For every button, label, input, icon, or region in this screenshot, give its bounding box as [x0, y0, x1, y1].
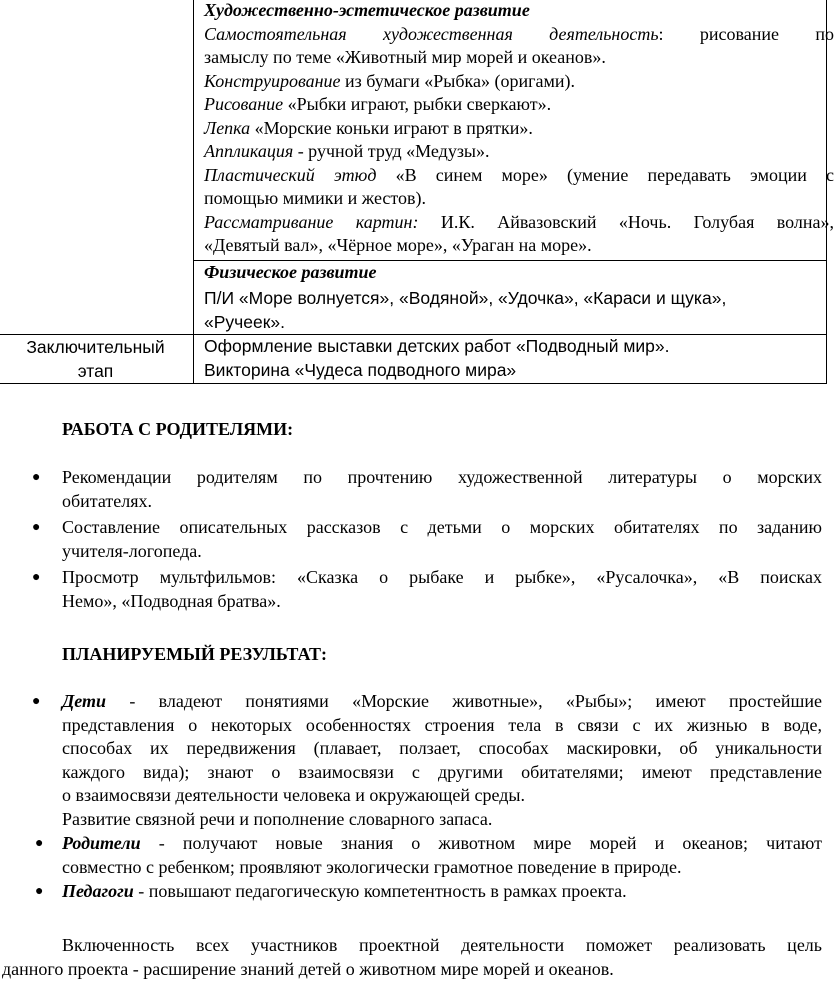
- art-line-4: Рисование «Рыбки играют, рыбки сверкают».: [204, 94, 552, 114]
- table-row-art: [0, 0, 827, 260]
- list-item-teachers: ● Педагоги - повышают педагогическую компетентность в рамках проекта.: [62, 880, 822, 904]
- art-line-1: Самостоятельная художественная деятельность: рисование по: [204, 23, 834, 44]
- bullet-icon: ●: [35, 884, 44, 899]
- stage-label-1: Заключительный: [26, 337, 165, 357]
- conclusion-line-2: данного проекта - расширение знаний детей о животном мире морей и океанов.: [2, 958, 614, 979]
- parents-list: [32, 466, 822, 613]
- final-line-1: Оформление выставки детских работ «Подводный мир».: [204, 336, 670, 356]
- parents-heading: РАБОТА С РОДИТЕЛЯМИ:: [62, 419, 294, 439]
- table-row-final: [0, 335, 827, 384]
- art-line-8: помощью мимики и жестов).: [204, 188, 427, 208]
- final-line-2: Викторина «Чудеса подводного мира»: [204, 359, 517, 380]
- list-item-parents: ● Родители - получают новые знания о животном мире морей и океанов; читают совместно с ребенком; проявляют экологически грамотное поведение в природе.: [35, 833, 822, 877]
- stage-cell-final: [0, 335, 194, 384]
- art-line-5: Лепка «Морские коньки играют в прятки».: [204, 117, 533, 138]
- art-line-7: Пластический этюд «В синем море» (умение передавать эмоции с: [204, 164, 834, 185]
- conclusion-line-1: Включенность всех участников проектной деятельности поможет реализовать цель: [62, 935, 822, 955]
- bullet-icon: ●: [32, 694, 41, 709]
- art-line-10: «Девятый вал», «Чёрное море», «Ураган на море».: [204, 235, 592, 255]
- art-line-6: Аппликация - ручной труд «Медузы».: [204, 141, 490, 161]
- art-cell: [194, 0, 834, 260]
- teachers-term: Педагоги: [62, 881, 134, 901]
- children-term: Дети: [62, 691, 107, 711]
- bullet-icon: ●: [32, 470, 41, 485]
- list-item: ● Составление описательных рассказов с детьми о морских обитателях по заданию учителя-логопеда.: [32, 517, 822, 561]
- stage-cell-empty: [0, 0, 194, 335]
- phys-cell: [194, 260, 827, 335]
- phys-line-2: «Ручеек».: [204, 311, 285, 332]
- art-heading: Художественно-эстетическое развитие: [204, 0, 530, 20]
- stage-label-2: этап: [77, 360, 114, 381]
- phys-heading: Физическое развитие: [204, 261, 377, 282]
- bullet-icon: ●: [35, 836, 44, 851]
- results-list: [32, 690, 822, 904]
- bullet-icon: ●: [32, 570, 41, 585]
- bullet-icon: ●: [32, 520, 41, 535]
- phys-line-1: П/И «Море волнуется», «Водяной», «Удочка», «Караси и щука»,: [204, 288, 727, 308]
- list-item: ● Просмотр мультфильмов: «Сказка о рыбаке и рыбке», «Русалочка», «В поисках Немо», «Подводная братва».: [32, 567, 822, 611]
- list-item: ● Рекомендации родителям по прочтению художественной литературы о морских обитателях.: [32, 467, 822, 511]
- results-heading: ПЛАНИРУЕМЫЙ РЕЗУЛЬТАТ:: [62, 644, 327, 664]
- art-line-3: Конструирование из бумаги «Рыбка» (оригами).: [204, 70, 576, 91]
- list-item-children: ● Дети - владеют понятиями «Морские животные», «Рыбы»; имеют простейшие представления о некоторых особенностях строения тела в связи с их жизнью в воде, способах их передвижения (плавает, ползает, способах маскировки, об уникальности каждого вида); знают о взаимосвязи с другими обитателями; имеют представление о взаимосвязи деятельности человека и окружающей среды. Развитие связной речи и пополнение словарного запаса.: [32, 691, 822, 829]
- plan-table: [0, 0, 834, 384]
- parents-term: Родители: [62, 833, 141, 853]
- art-line-9: Рассматривание картин: И.К. Айвазовский «Ночь. Голубая волна»,: [204, 211, 834, 232]
- final-cell: [194, 335, 827, 384]
- art-line-2: замыслу по теме «Животный мир морей и океанов».: [204, 47, 606, 67]
- conclusion: [0, 934, 822, 981]
